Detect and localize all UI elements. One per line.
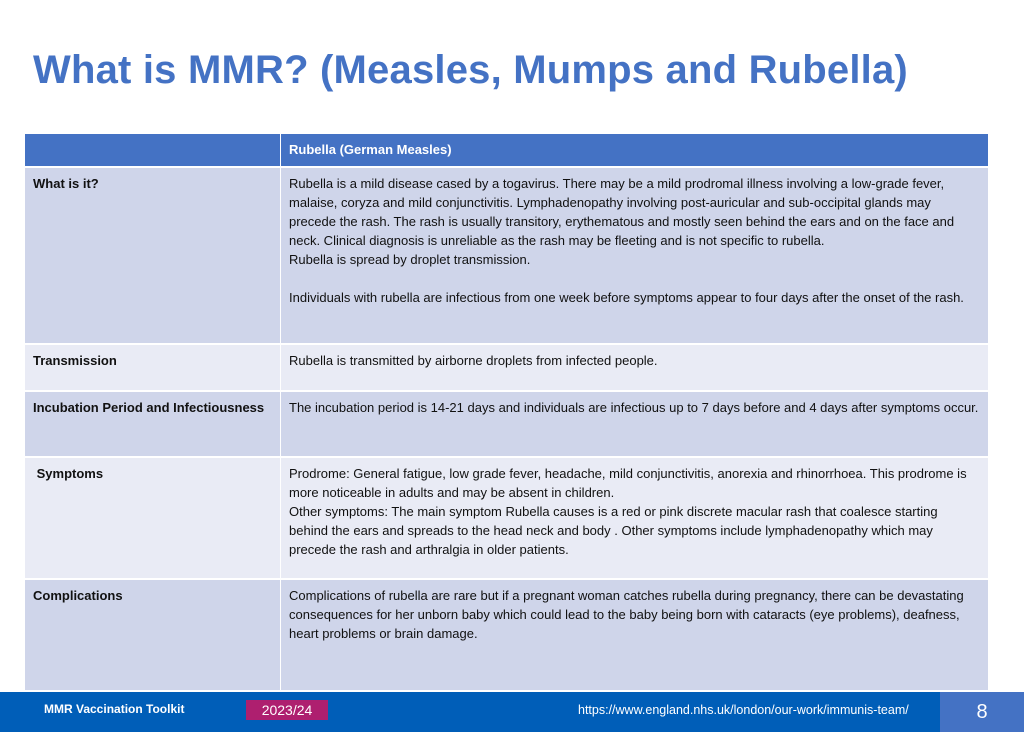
paragraph: Rubella is transmitted by airborne droplets from infected people. xyxy=(289,353,658,368)
paragraph: Rubella is a mild disease cased by a togavirus. There may be a mild prodromal illness involving a low-grade fever, malaise, coryza and mild conjunctivitis. Lymphadenopathy involving post-auricular and sub-occipital glands may precede the rash. The rash is usually transitory, erythematous and mostly seen behind the ears and on the face and neck. Clinical diagnosis is unreliable as the rash may be fleeting and is not specific to rubella. xyxy=(289,176,955,248)
footer-bar xyxy=(0,692,940,732)
footer-url-link[interactable]: https://www.england.nhs.uk/london/our-work/immunis-team/ xyxy=(578,703,909,717)
paragraph: The incubation period is 14-21 days and individuals are infectious up to 7 days before and 4 days after symptoms occur. xyxy=(289,400,979,415)
paragraph: Other symptoms: The main symptom Rubella causes is a red or pink discrete macular rash that coalesce starting behind the ears and spreads to the head neck and body . Other symptoms include lymphadenopathy which may precede the rash and arthralgia in older patients. xyxy=(289,504,938,557)
row-content-incubation xyxy=(280,392,988,458)
page-number: 8 xyxy=(940,692,1024,732)
table-row xyxy=(24,168,988,345)
paragraph: Complications of rubella are rare but if a pregnant woman catches rubella during pregnancy, there can be devastating consequences for her unborn baby which could lead to the baby being born with cataracts (eye problems), deafness, heart problems or brain damage. xyxy=(289,588,964,641)
paragraph: Rubella is spread by droplet transmission. xyxy=(289,252,531,267)
header-cell-empty xyxy=(24,134,280,168)
table-row xyxy=(24,580,988,692)
slide-title: What is MMR? (Measles, Mumps and Rubella) xyxy=(33,48,908,92)
footer-toolkit-label: MMR Vaccination Toolkit xyxy=(44,702,185,716)
row-label-transmission: Transmission xyxy=(24,345,280,392)
header-cell-rubella: Rubella (German Measles) xyxy=(280,134,988,168)
row-content-what-is-it xyxy=(280,168,988,345)
rubella-info-table xyxy=(24,134,988,692)
row-label-what-is-it: What is it? xyxy=(24,168,280,345)
table-row xyxy=(24,458,988,580)
year-badge: 2023/24 xyxy=(246,700,328,720)
table-row xyxy=(24,345,988,392)
paragraph: Individuals with rubella are infectious from one week before symptoms appear to four days after the onset of the rash. xyxy=(289,290,964,305)
table-header-row xyxy=(24,134,988,168)
row-label-incubation: Incubation Period and Infectiousness xyxy=(24,392,280,458)
row-content-symptoms xyxy=(280,458,988,580)
paragraph: Prodrome: General fatigue, low grade fever, headache, mild conjunctivitis, anorexia and rhinorrhoea. This prodrome is more noticeable in adults and may be absent in children. xyxy=(289,466,967,500)
row-label-symptoms: Symptoms xyxy=(24,458,280,580)
table-row xyxy=(24,392,988,458)
row-content-transmission xyxy=(280,345,988,392)
row-content-complications xyxy=(280,580,988,692)
row-label-complications: Complications xyxy=(24,580,280,692)
